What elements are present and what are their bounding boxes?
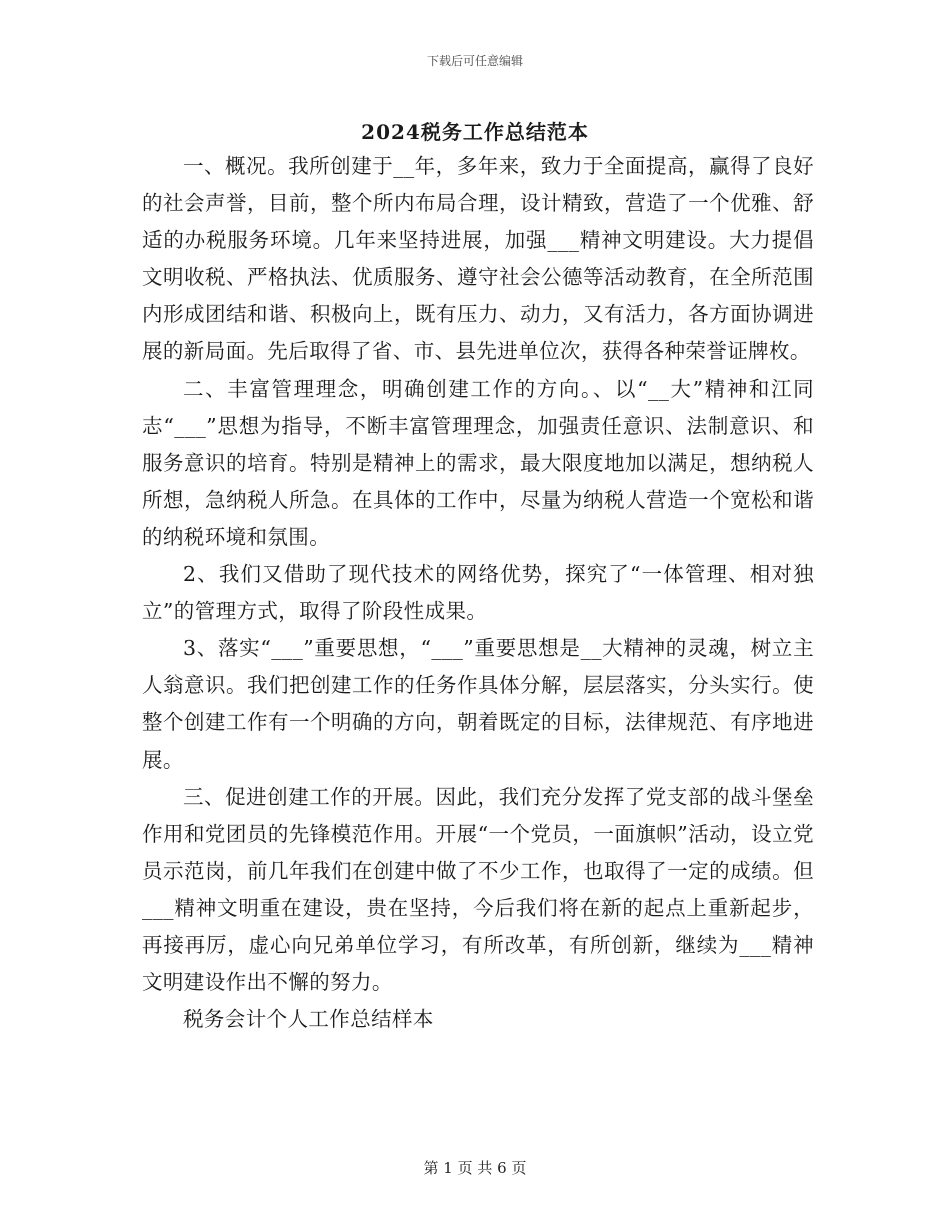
paragraph-network-advantage: 2、我们又借助了现代技术的网络优势，探究了“一体管理、相对独立”的管理方式，取得了阶段性成果。	[142, 562, 814, 624]
paragraph-promote-work: 三、促进创建工作的开展。因此，我们充分发挥了党支部的战斗堡垒作用和党团员的先锋模范作用。开展“一个党员，一面旗帜”活动，设立党员示范岗，前几年我们在创建中做了不少工作，也取得了一定的成绩。但___精神文明重在建设，贵在坚持，今后我们将在新的起点上重新起步，再接再厉，虚心向兄弟单位学习，有所改革，有所创新，继续为___精神文明建设作出不懈的努力。	[142, 784, 814, 995]
document-title: 2024税务工作总结范本	[361, 120, 589, 144]
paragraph-management-concept: 二、丰富管理理念，明确创建工作的方向。、以“__大”精神和江同志“___”思想为指导，不断丰富管理理念，加强责任意识、法制意识、和服务意识的培育。特别是精神上的需求，最大限度地加以满足，想纳税人所想，急纳税人所急。在具体的工作中，尽量为纳税人营造一个宽松和谐的纳税环境和氛围。	[142, 376, 814, 549]
page-header: 下载后可任意编辑	[426, 54, 523, 68]
page-number: 第 1 页 共 6 页	[423, 1159, 527, 1177]
paragraph-implement-thought: 3、落实“___”重要思想，“___”重要思想是__大精神的灵魂，树立主人翁意识。我们把创建工作的任务作具体分解，层层落实，分头实行。使整个创建工作有一个明确的方向，朝着既定的目标，法律规范、有序地进展。	[142, 636, 814, 772]
paragraph-overview: 一、概况。我所创建于__年，多年来，致力于全面提高，赢得了良好的社会声誉，目前，整个所内布局合理，设计精致，营造了一个优雅、舒适的办税服务环境。几年来坚持进展，加强___精神文明建设。大力提倡文明收税、严格执法、优质服务、遵守社会公德等活动教育，在全所范围内形成团结和谐、积极向上，既有压力、动力，又有活力，各方面协调进展的新局面。先后取得了省、市、县先进单位次，获得各种荣誉证牌枚。	[142, 154, 814, 364]
document-body	[142, 148, 814, 1038]
paragraph-next-section-heading: 税务会计个人工作总结样本	[183, 1007, 434, 1032]
